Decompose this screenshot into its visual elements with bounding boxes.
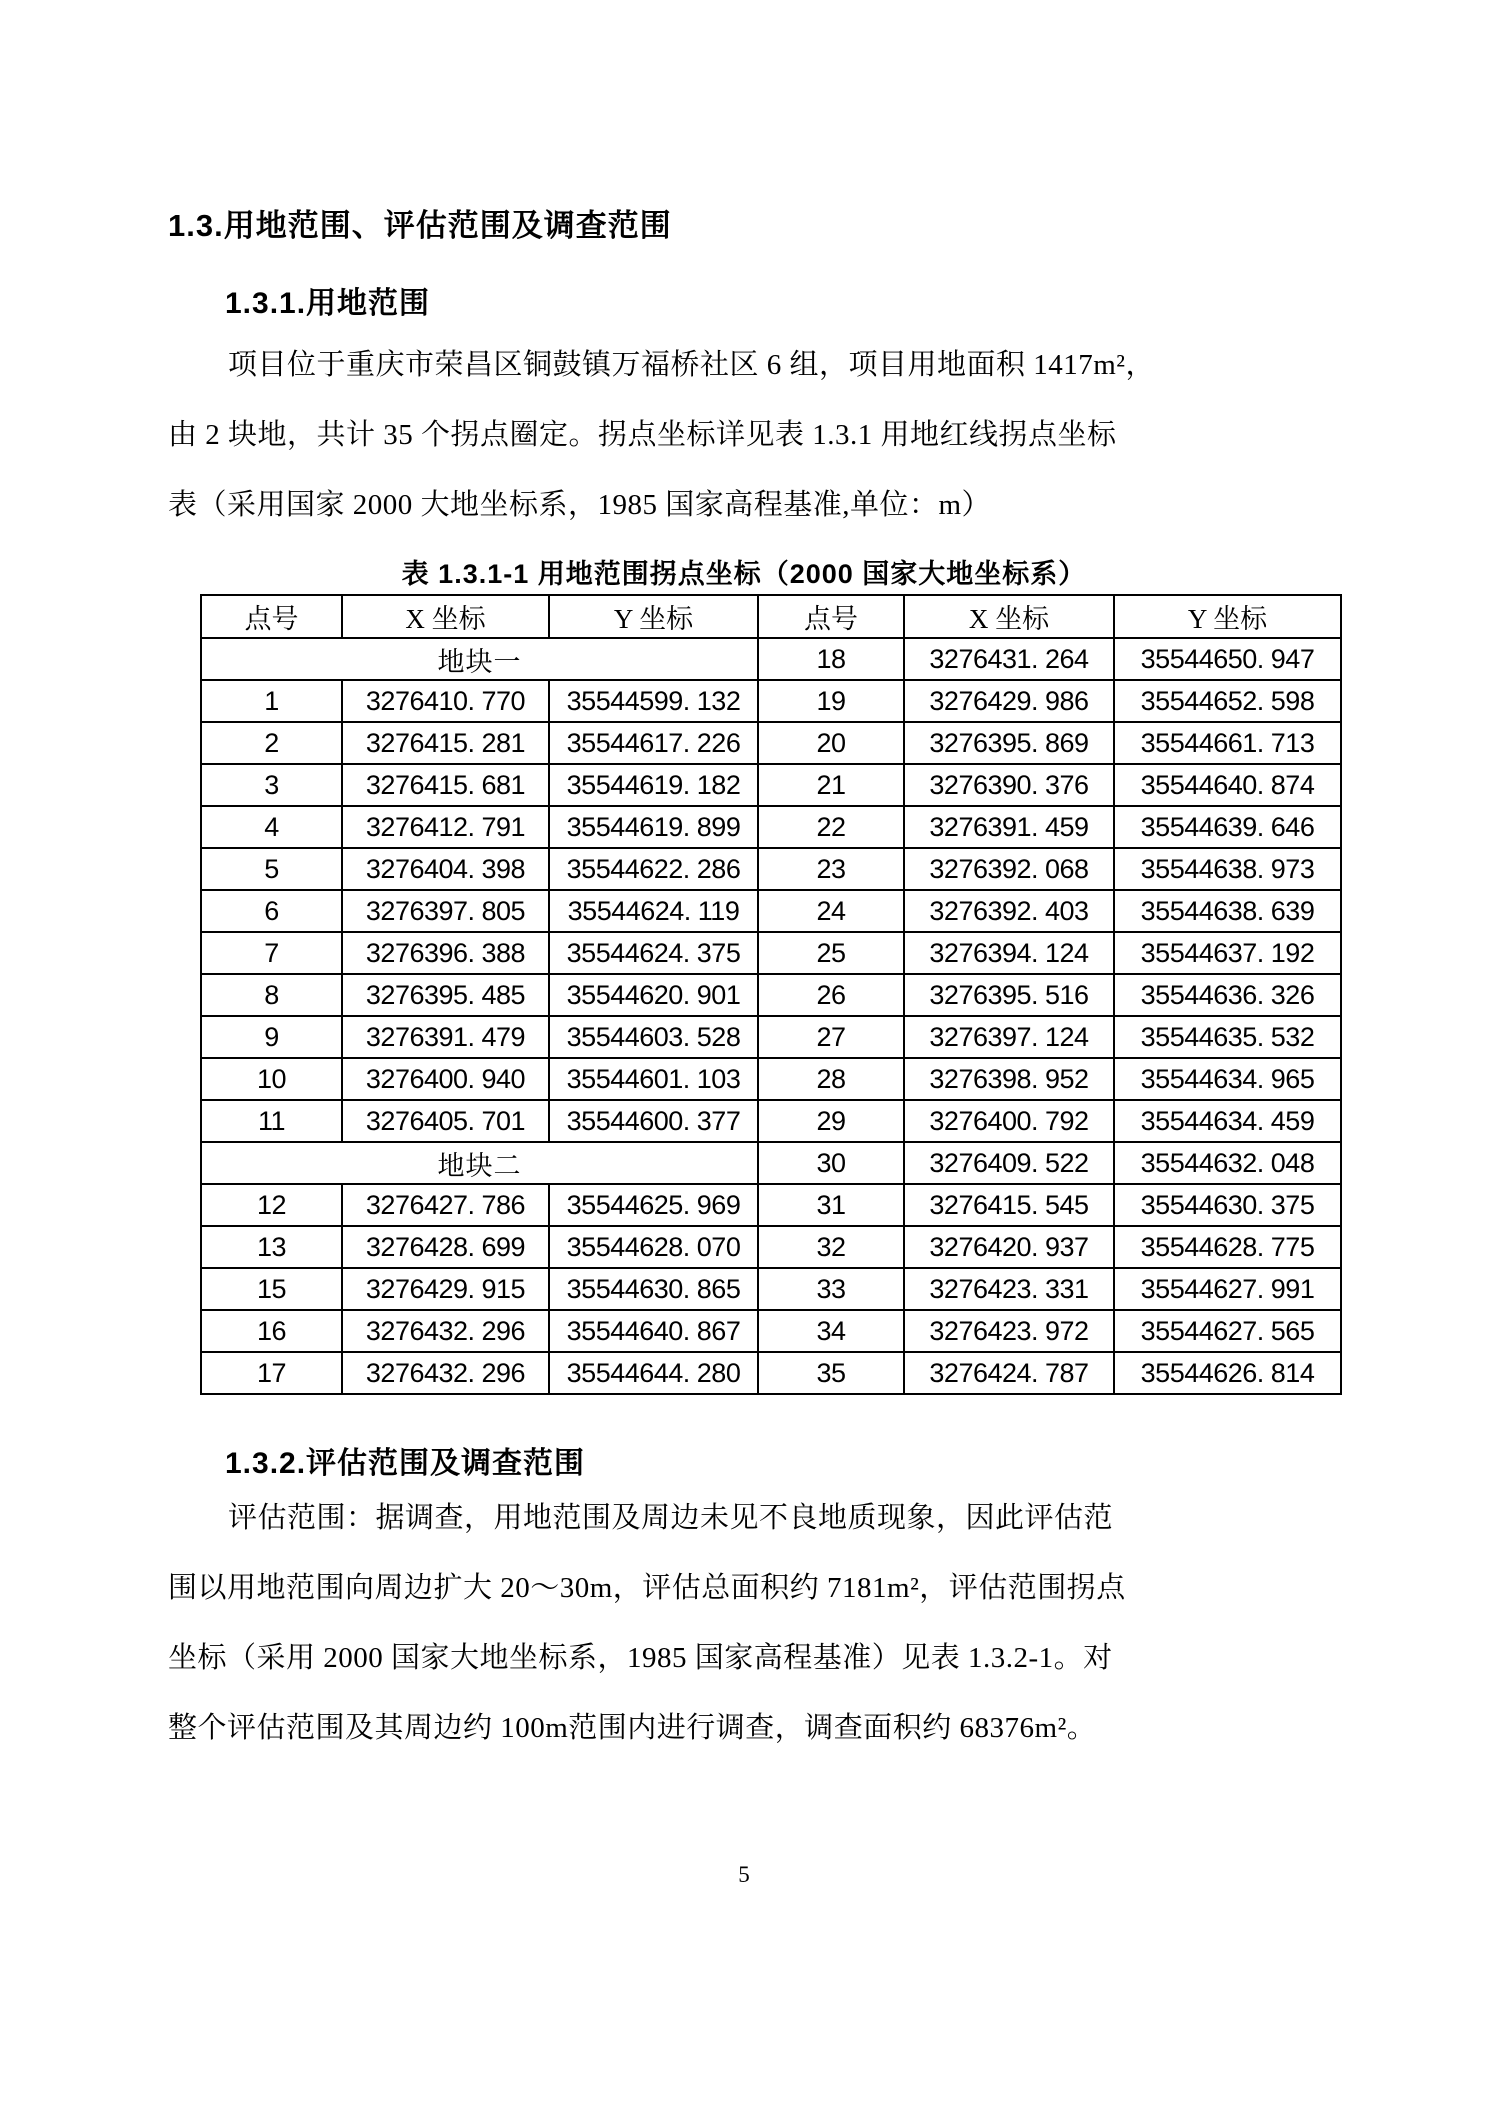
coordinate-cell: 35544599. 132 — [549, 680, 758, 722]
coordinate-cell: 3276405. 701 — [342, 1100, 549, 1142]
coordinate-cell: 3276429. 915 — [342, 1268, 549, 1310]
table-row — [201, 1268, 1341, 1310]
coordinate-cell: 31 — [758, 1184, 904, 1226]
coordinate-cell: 35544639. 646 — [1114, 806, 1341, 848]
column-header: Y 坐标 — [1114, 595, 1341, 638]
coordinate-cell: 35544636. 326 — [1114, 974, 1341, 1016]
coordinate-cell: 3276397. 805 — [342, 890, 549, 932]
coordinate-cell: 11 — [201, 1100, 342, 1142]
table-body — [201, 638, 1341, 1394]
table-row — [201, 890, 1341, 932]
coordinate-cell: 3276431. 264 — [904, 638, 1114, 680]
coordinate-cell: 3276396. 388 — [342, 932, 549, 974]
coordinate-cell: 35544628. 070 — [549, 1226, 758, 1268]
coordinate-cell: 29 — [758, 1100, 904, 1142]
coordinate-cell: 1 — [201, 680, 342, 722]
coordinate-cell: 3276415. 681 — [342, 764, 549, 806]
coordinate-cell: 35544634. 965 — [1114, 1058, 1341, 1100]
coordinate-cell: 3276395. 485 — [342, 974, 549, 1016]
coordinate-cell: 7 — [201, 932, 342, 974]
coordinate-cell: 25 — [758, 932, 904, 974]
page-number: 5 — [738, 1862, 750, 1887]
coordinate-cell: 35544640. 867 — [549, 1310, 758, 1352]
table-header-row — [201, 595, 1341, 638]
coordinate-cell: 3276409. 522 — [904, 1142, 1114, 1184]
coordinate-cell: 35544600. 377 — [549, 1100, 758, 1142]
coordinate-cell: 18 — [758, 638, 904, 680]
table-row — [201, 974, 1341, 1016]
coordinate-cell: 3276392. 068 — [904, 848, 1114, 890]
table-row — [201, 1058, 1341, 1100]
table-row — [201, 1226, 1341, 1268]
coordinate-cell: 3276423. 972 — [904, 1310, 1114, 1352]
coordinate-cell: 3276429. 986 — [904, 680, 1114, 722]
coordinate-cell: 23 — [758, 848, 904, 890]
coordinate-cell: 3276394. 124 — [904, 932, 1114, 974]
coordinate-cell: 35544619. 182 — [549, 764, 758, 806]
coordinate-cell: 22 — [758, 806, 904, 848]
table-row — [201, 680, 1341, 722]
coordinate-cell: 8 — [201, 974, 342, 1016]
coordinate-cell: 3276398. 952 — [904, 1058, 1114, 1100]
coordinate-cell: 10 — [201, 1058, 342, 1100]
table-row — [201, 1184, 1341, 1226]
table-row — [201, 1142, 1341, 1184]
coordinate-cell: 3276390. 376 — [904, 764, 1114, 806]
coordinate-cell: 35544617. 226 — [549, 722, 758, 764]
coordinate-cell: 9 — [201, 1016, 342, 1058]
paragraph-line: 项目位于重庆市荣昌区铜鼓镇万福桥社区 6 组，项目用地面积 1417m²， — [228, 349, 1156, 381]
coordinate-cell: 3276427. 786 — [342, 1184, 549, 1226]
coordinate-cell: 35544603. 528 — [549, 1016, 758, 1058]
table-row — [201, 1310, 1341, 1352]
paragraph-line: 坐标（采用 2000 国家大地坐标系，1985 国家高程基准）见表 1.3.2-1。对 — [168, 1642, 1113, 1674]
parcel-label-cell: 地块二 — [201, 1142, 758, 1184]
coordinate-cell: 3276420. 937 — [904, 1226, 1114, 1268]
paragraph-line: 由 2 块地，共计 35 个拐点圈定。拐点坐标详见表 1.3.1 用地红线拐点坐标 — [168, 419, 1117, 451]
coordinate-cell: 35544630. 865 — [549, 1268, 758, 1310]
coordinate-cell: 20 — [758, 722, 904, 764]
coordinate-cell: 3276392. 403 — [904, 890, 1114, 932]
column-header: 点号 — [758, 595, 904, 638]
coordinate-cell: 3276391. 479 — [342, 1016, 549, 1058]
coordinate-cell: 35544601. 103 — [549, 1058, 758, 1100]
coordinate-cell: 35544634. 459 — [1114, 1100, 1341, 1142]
coordinate-cell: 35544620. 901 — [549, 974, 758, 1016]
coordinate-cell: 6 — [201, 890, 342, 932]
coordinate-cell: 24 — [758, 890, 904, 932]
paragraph-line: 围以用地范围向周边扩大 20～30m，评估总面积约 7181m²，评估范围拐点 — [168, 1572, 1126, 1604]
paragraph-line: 评估范围：据调查，用地范围及周边未见不良地质现象，因此评估范 — [228, 1502, 1114, 1534]
coordinate-cell: 4 — [201, 806, 342, 848]
subsection-heading-assessment-scope: 1.3.2.评估范围及调查范围 — [225, 1447, 586, 1480]
coordinate-cell: 32 — [758, 1226, 904, 1268]
coordinate-cell: 26 — [758, 974, 904, 1016]
coordinate-cell: 35544626. 814 — [1114, 1352, 1341, 1394]
coordinate-cell: 35544637. 192 — [1114, 932, 1341, 974]
coordinate-cell: 3 — [201, 764, 342, 806]
coordinate-cell: 2 — [201, 722, 342, 764]
coordinate-cell: 35544619. 899 — [549, 806, 758, 848]
table-row — [201, 932, 1341, 974]
coordinate-cell: 3276395. 869 — [904, 722, 1114, 764]
coordinate-cell: 12 — [201, 1184, 342, 1226]
column-header: Y 坐标 — [549, 595, 758, 638]
table-row — [201, 764, 1341, 806]
coordinate-cell: 27 — [758, 1016, 904, 1058]
coordinate-cell: 35544628. 775 — [1114, 1226, 1341, 1268]
paragraph-land-scope — [168, 330, 1343, 540]
column-header: X 坐标 — [342, 595, 549, 638]
coordinate-cell: 35544627. 565 — [1114, 1310, 1341, 1352]
coordinate-cell: 35544650. 947 — [1114, 638, 1341, 680]
paragraph-assessment-scope — [168, 1483, 1343, 1763]
coordinate-cell: 3276412. 791 — [342, 806, 549, 848]
coordinate-cell: 35544630. 375 — [1114, 1184, 1341, 1226]
coordinate-cell: 19 — [758, 680, 904, 722]
table-row — [201, 722, 1341, 764]
coordinate-cell: 35544624. 119 — [549, 890, 758, 932]
coordinate-cell: 3276432. 296 — [342, 1352, 549, 1394]
coordinate-cell: 35544624. 375 — [549, 932, 758, 974]
coordinate-cell: 3276397. 124 — [904, 1016, 1114, 1058]
coordinate-cell: 3276395. 516 — [904, 974, 1114, 1016]
coordinate-cell: 35544635. 532 — [1114, 1016, 1341, 1058]
coordinate-cell: 3276423. 331 — [904, 1268, 1114, 1310]
table-caption: 表 1.3.1-1 用地范围拐点坐标（2000 国家大地坐标系） — [401, 559, 1087, 589]
table-row — [201, 1016, 1341, 1058]
coordinate-cell: 34 — [758, 1310, 904, 1352]
coordinate-cell: 17 — [201, 1352, 342, 1394]
table-row — [201, 1100, 1341, 1142]
table-row — [201, 848, 1341, 890]
coordinate-cell: 5 — [201, 848, 342, 890]
coordinate-cell: 35544640. 874 — [1114, 764, 1341, 806]
coordinates-table — [200, 594, 1342, 1395]
coordinate-cell: 3276424. 787 — [904, 1352, 1114, 1394]
paragraph-line: 表（采用国家 2000 大地坐标系，1985 国家高程基准,单位：m） — [168, 489, 992, 521]
coordinate-cell: 35544632. 048 — [1114, 1142, 1341, 1184]
coordinate-cell: 3276391. 459 — [904, 806, 1114, 848]
coordinate-cell: 16 — [201, 1310, 342, 1352]
coordinate-cell: 35544638. 639 — [1114, 890, 1341, 932]
coordinate-cell: 3276415. 281 — [342, 722, 549, 764]
table-row — [201, 806, 1341, 848]
coordinate-cell: 35544622. 286 — [549, 848, 758, 890]
coordinate-cell: 21 — [758, 764, 904, 806]
parcel-label-cell: 地块一 — [201, 638, 758, 680]
table-row — [201, 638, 1341, 680]
coordinate-cell: 33 — [758, 1268, 904, 1310]
column-header: 点号 — [201, 595, 342, 638]
coordinate-cell: 3276400. 940 — [342, 1058, 549, 1100]
coordinate-cell: 35544661. 713 — [1114, 722, 1341, 764]
coordinate-cell: 13 — [201, 1226, 342, 1268]
coordinate-cell: 35544638. 973 — [1114, 848, 1341, 890]
subsection-heading-land-scope: 1.3.1.用地范围 — [225, 287, 431, 320]
coordinate-cell: 3276400. 792 — [904, 1100, 1114, 1142]
coordinate-cell: 35544644. 280 — [549, 1352, 758, 1394]
coordinate-cell: 35544627. 991 — [1114, 1268, 1341, 1310]
coordinate-cell: 35544625. 969 — [549, 1184, 758, 1226]
coordinate-cell: 28 — [758, 1058, 904, 1100]
coordinate-cell: 3276432. 296 — [342, 1310, 549, 1352]
section-heading: 1.3.用地范围、评估范围及调查范围 — [168, 208, 672, 243]
paragraph-line: 整个评估范围及其周边约 100m范围内进行调查，调查面积约 68376m²。 — [168, 1712, 1097, 1744]
coordinate-cell: 3276415. 545 — [904, 1184, 1114, 1226]
table-row — [201, 1352, 1341, 1394]
coordinate-cell: 15 — [201, 1268, 342, 1310]
coordinate-cell: 30 — [758, 1142, 904, 1184]
coordinate-cell: 3276404. 398 — [342, 848, 549, 890]
coordinate-cell: 35544652. 598 — [1114, 680, 1341, 722]
coordinate-cell: 3276410. 770 — [342, 680, 549, 722]
column-header: X 坐标 — [904, 595, 1114, 638]
coordinate-cell: 3276428. 699 — [342, 1226, 549, 1268]
coordinate-cell: 35 — [758, 1352, 904, 1394]
